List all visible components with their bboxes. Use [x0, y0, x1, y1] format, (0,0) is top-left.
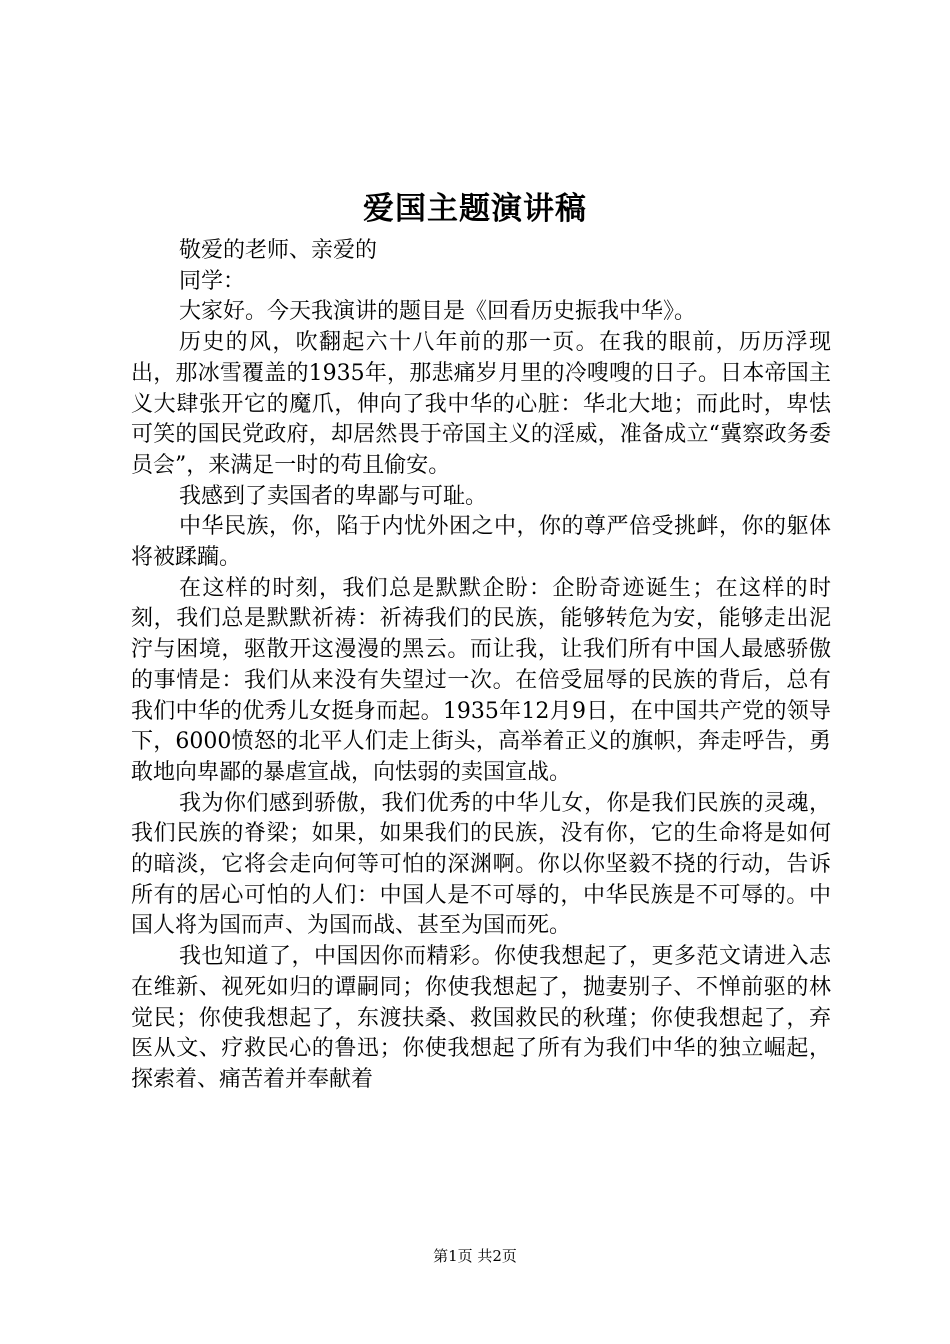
paragraph-pride: 我为你们感到骄傲，我们优秀的中华儿女，你是我们民族的灵魂，我们民族的脊梁；如果，如果我们的民族，没有你，它的生命将是如何的暗淡，它将会走向何等可怕的深渊啊。你以你坚毅不挠的行动，告诉所有的居心可怕的人们：中国人是不可辱的，中华民族是不可辱的。中国人将为国而声、为国而战、甚至为国而死。 — [131, 790, 831, 939]
paragraph-hope: 在这样的时刻，我们总是默默企盼：企盼奇迹诞生；在这样的时刻，我们总是默默祈祷：祈祷我们的民族，能够转危为安，能够走出泥泞与困境，驱散开这漫漫的黑云。而让我，让我们所有中国人最感骄傲的事情是：我们从来没有失望过一次。在倍受屈辱的民族的背后，总有我们中华的优秀儿女挺身而起。1935年12月9日，在中国共产党的领导下，6000愤怒的北平人们走上街头，高举着正义的旗帜，奔走呼告，勇敢地向卑鄙的暴虐宣战，向怯弱的卖国宣战。 — [131, 575, 831, 785]
paragraph-history: 历史的风，吹翻起六十八年前的那一页。在我的眼前，历历浮现出，那冰雪覆盖的1935年，那悲痛岁月里的冷嗖嗖的日子。日本帝国主义大肆张开它的魔爪，伸向了我中华的心脏：华北大地；而此时，卑怯可笑的国民党政府，却居然畏于帝国主义的淫威，准备成立“冀察政务委员会”，来满足一时的苟且偷安。 — [131, 330, 831, 478]
paragraph-salutation: 敬爱的老师、亲爱的 — [179, 238, 378, 263]
paragraph-shame: 我感到了卖国者的卑鄙与可耻。 — [179, 483, 488, 509]
page-footer: 第1页 共2页 — [433, 1247, 517, 1265]
paragraph-nation: 中华民族，你，陷于内忧外困之中，你的尊严倍受挑衅，你的躯体将被蹂躏。 — [131, 514, 831, 571]
paragraph-salutation-cont: 同学： — [179, 268, 246, 294]
document-title: 爱国主题演讲稿 — [363, 191, 587, 227]
paragraph-heroes: 我也知道了，中国因你而精彩。你使我想起了，更多范文请进入志在维新、视死如归的谭嗣同；你使我想起了，抛妻别子、不惮前驱的林觉民；你使我想起了，东渡扶桑、救国救民的秋瑾；你使我想起了，弃医从文、疗救民心的鲁迅；你使我想起了所有为我们中华的独立崛起，探索着、痛苦着并奉献着 — [131, 944, 831, 1092]
paragraph-greeting: 大家好。今天我演讲的题目是《回看历史振我中华》。 — [179, 299, 697, 325]
document-body — [131, 236, 831, 1096]
